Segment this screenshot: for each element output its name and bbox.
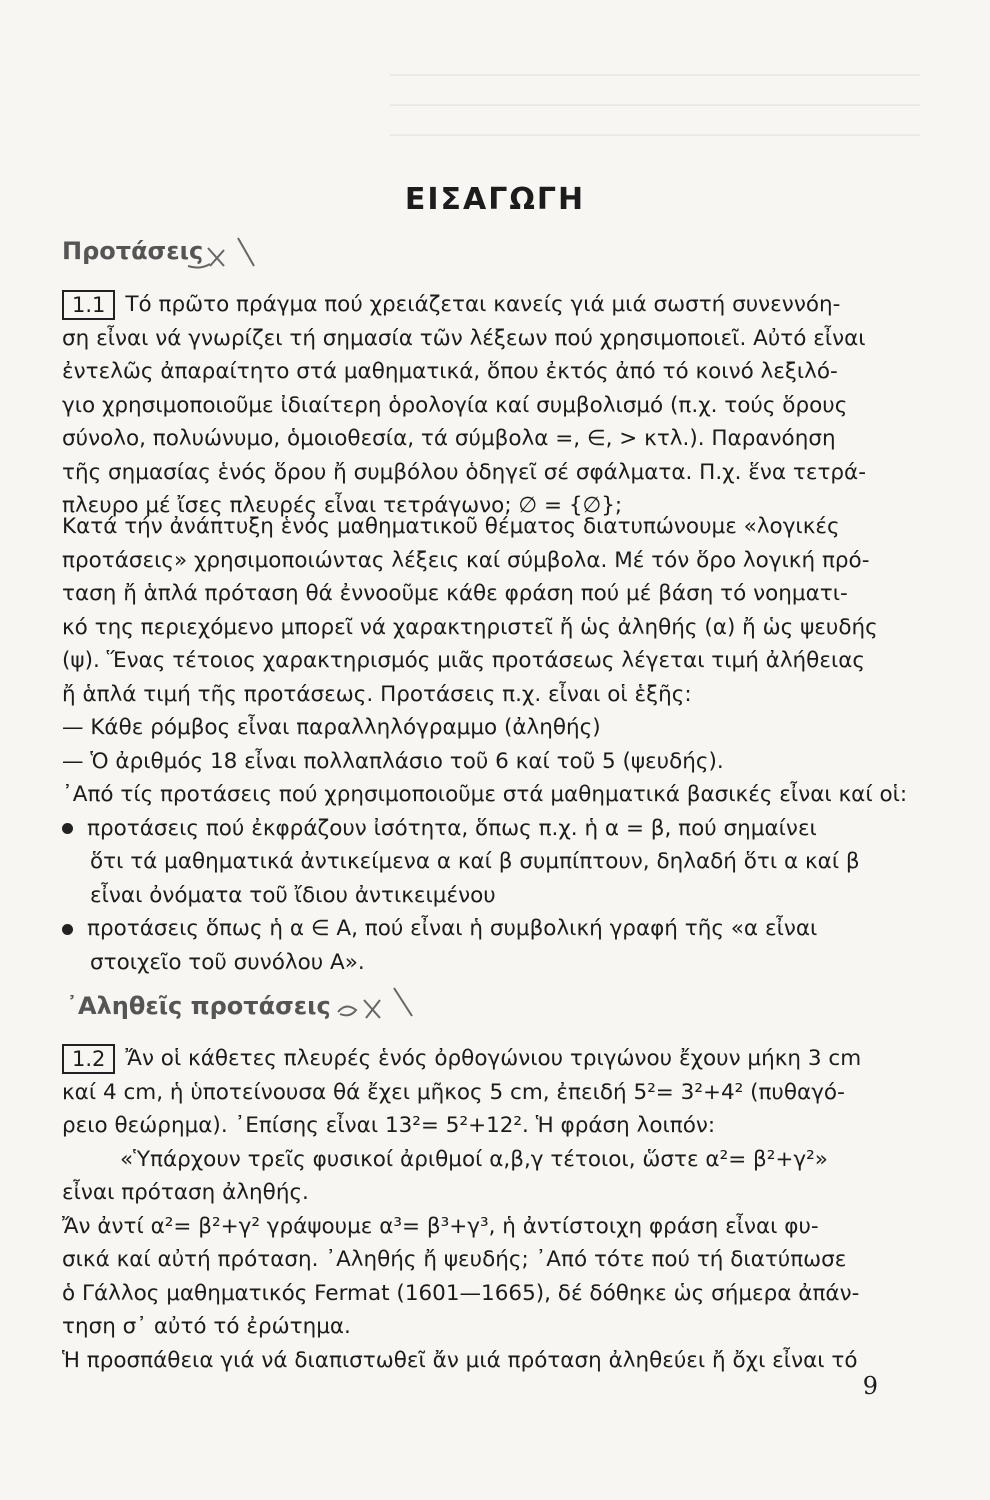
paragraph-1-2: 1.2 Ἄν οἱ κάθετες πλευρές ἑνός ὀρθογώνιου τριγώνου ἔχουν μήκη 3 cm καί 4 cm, ἡ ὑποτείνουσα θά ἔχει μῆκος 5 cm, ἐπειδή 5²= 3²+4² (πυθαγό- ρειο θεώρημα). ᾿Επίσης εἶναι 13²= 5²+12². Ἡ φράση λοιπόν: «Ὑπάρχουν τρεῖς φυσικοί ἀριθμοί α,β,γ τέτοιοι, ὥστε α²= β²+γ²» εἶναι πρόταση ἀληθής. Ἄν ἀντί α²= β²+γ² γράψουμε α³= β³+γ³, ἡ ἀντίστοιχη φράση εἶναι φυ- σικά καί αὐτή πρόταση. ᾿Αληθής ἤ ψευδής; ᾿Από τότε πού τή διατύπωσε ὁ Γάλλος μαθηματικός Fermat (1601—1665), δέ δόθηκε ὡς σήμερα ἀπάν- τηση σ᾿ αὐτό τό ἐρώτημα. Ἡ προσπάθεια γιά νά διαπιστωθεῖ ἄν μιά πρόταση ἀληθεύει ἤ ὄχι εἶναι τό [62, 1046, 862, 1373]
list-item: προτάσεις ὅπως ἡ α ∈ Α, πού εἶναι ἡ συμβολική γραφή τῆς «α εἶναι [62, 912, 882, 946]
pencil-mark-icon [180, 228, 270, 276]
bullet-icon [62, 823, 73, 834]
page-number: 9 [862, 1372, 878, 1400]
paragraph-logical-propositions: Κατά τήν ἀνάπτυξη ἑνός μαθηματικοῦ θέματος διατυπώνουμε «λογικές προτάσεις» χρησιμοποιώντας λέξεις καί σύμβολα. Μέ τόν ὅρο λογική πρό- ταση ἤ ἁπλά πρόταση θά ἐννοοῦμε κάθε φράση πού μέ βάση τό νοηματι- κό της περιεχόμενο μπορεῖ νά χαρακτηριστεῖ ἤ ὡς ἀληθής (α) ἤ ὡς ψευδής (ψ). Ἕνας τέτοιος χαρακτηρισμός μιᾶς προτάσεως λέγεται τιμή ἀλήθειας ἤ ἁπλά τιμή τῆς προτάσεως. Προτάσεις π.χ. εἶναι οἱ ἑξῆς: — Κάθε ρόμβος εἶναι παραλληλόγραμμο (ἀληθής) — Ὁ ἀριθμός 18 εἶναι πολλαπλάσιο τοῦ 6 καί τοῦ 5 (ψευδής). ᾿Από τίς προτάσεις πού χρησιμοποιοῦμε στά μαθηματικά βασικές εἶναι καί οἱ: προτάσεις πού ἐκφράζουν ἰσότητα, ὅπως π.χ. ἡ α = β, πού σημαίνει ὅτι τά μαθηματικά ἀντικείμενα α καί β συμπίπτουν, δηλαδή ὅτι α καί β εἶναι ὀνόματα τοῦ ἴδιου ἀντικειμένου προτάσεις ὅπως ἡ α ∈ Α, πού εἶναι ἡ συμβολική γραφή τῆς «α εἶναι στοιχεῖο τοῦ συνόλου Α». [62, 514, 908, 975]
pencil-mark-icon [330, 984, 430, 1024]
page-title: ΕΙΣΑΓΩΓΗ [404, 182, 586, 217]
item-number-box: 1.1 [62, 290, 115, 320]
bleed-through-text: ──────────────────────────────────────────── ──────────────────────────────────────────── ──────────────────────────────────────────── [390, 63, 920, 147]
bullet-icon [62, 924, 73, 935]
list-item: προτάσεις πού ἐκφράζουν ἰσότητα, ὅπως π.χ. ἡ α = β, πού σημαίνει [62, 812, 882, 846]
item-number-box: 1.2 [62, 1044, 115, 1074]
paragraph-1-1: 1.1 Τό πρῶτο πράγμα πού χρειάζεται κανείς γιά μιά σωστή συνεννόη- ση εἶναι νά γνωρίζει τή σημασία τῶν λέξεων πού χρησιμοποιεῖ. Αὐτό εἶναι ἐντελῶς ἀπαραίτητο στά μαθηματικά, ὅπου ἐκτός ἀπό τό κοινό λεξιλό- γιο χρησιμοποιοῦμε ἰδιαίτερη ὁρολογία καί συμβολισμό (π.χ. τούς ὅρους σύνολο, πολυώνυμο, ὁμοιοθεσία, τά σύμβολα =, ∈, > κτλ.). Παρανόηση τῆς σημασίας ἑνός ὅρου ἤ συμβόλου ὁδηγεῖ σέ σφάλματα. Π.χ. ἕνα τετρά- πλευρο μέ ἴσες πλευρές εἶναι τετράγωνο; ∅ = {∅}; [62, 292, 866, 518]
section-heading-propositions: Προτάσεις [62, 237, 204, 265]
section-heading-true-propositions: ᾿Αληθεῖς προτάσεις [66, 992, 331, 1020]
